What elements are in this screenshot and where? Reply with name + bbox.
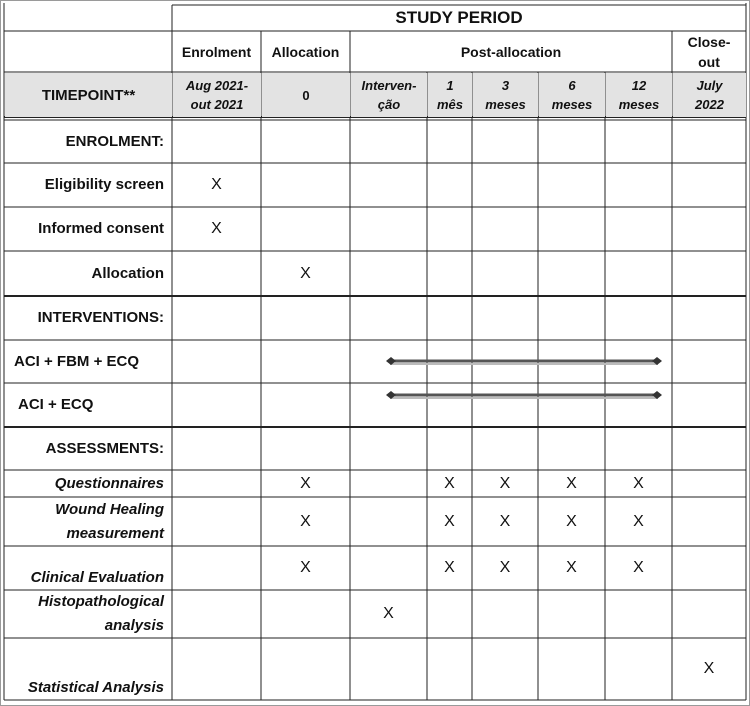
row-informed-consent: Informed consent xyxy=(38,220,164,237)
mark-questionnaires-allocation: X xyxy=(300,474,311,492)
timepoint-12-months: 12 meses xyxy=(606,73,672,117)
mark-wound-allocation: X xyxy=(300,512,311,530)
row-arm-aci-ecq: ACI + ECQ xyxy=(18,396,94,413)
mark-clinical-3m: X xyxy=(499,559,511,576)
timepoint-intervention: Interven-ção xyxy=(351,73,427,117)
mark-statistical-close-out: X xyxy=(703,660,715,677)
timepoint-label: TIMEPOINT** xyxy=(5,73,172,117)
enrolment-header: Enrolment xyxy=(181,43,252,60)
section-interventions-title: INTERVENTIONS: xyxy=(37,309,164,326)
mark-questionnaires-12m: X xyxy=(633,474,644,492)
row-questionnaires: Questionnaires xyxy=(54,474,164,492)
close-out-header: Close-out xyxy=(687,33,731,70)
section-assessments-title: ASSESSMENTS: xyxy=(45,439,164,457)
row-clinical-evaluation: Clinical Evaluation xyxy=(30,569,164,586)
section-enrolment-title: ENROLMENT: xyxy=(65,132,164,150)
mark-wound-12m: X xyxy=(633,512,644,530)
row-allocation: Allocation xyxy=(91,264,164,282)
timepoint-1-month: 1 mês xyxy=(428,73,472,117)
row-eligibility-screen: Eligibility screen xyxy=(44,176,164,193)
timepoint-6-months: 6 meses xyxy=(539,73,605,117)
timepoint-allocation: 0 xyxy=(262,73,350,117)
mark-wound-1m: X xyxy=(444,512,455,530)
allocation-header: Allocation xyxy=(271,43,340,60)
study-period-header: STUDY PERIOD xyxy=(395,8,523,27)
row-arm-aci-fbm-ecq: ACI + FBM + ECQ xyxy=(14,352,140,370)
mark-clinical-6m: X xyxy=(566,559,577,576)
post-allocation-header: Post-allocation xyxy=(460,43,562,60)
row-wound-healing: Wound Healing measurement xyxy=(55,500,164,542)
mark-eligibility-enrolment: X xyxy=(211,176,222,193)
mark-allocation-allocation: X xyxy=(300,264,311,282)
mark-questionnaires-6m: X xyxy=(566,474,577,492)
mark-consent-enrolment: X xyxy=(211,220,222,237)
timepoint-3-months: 3 meses xyxy=(473,73,538,117)
mark-questionnaires-1m: X xyxy=(444,474,455,492)
row-histopathological: Histopathological analysis xyxy=(38,593,164,634)
mark-clinical-allocation: X xyxy=(300,559,311,576)
mark-histo-intervention: X xyxy=(383,605,394,622)
row-statistical-analysis: Statistical Analysis xyxy=(27,679,164,696)
mark-questionnaires-3m: X xyxy=(499,474,511,492)
timepoint-enrolment: Aug 2021-out 2021 xyxy=(173,73,261,117)
mark-wound-6m: X xyxy=(566,512,577,530)
timepoint-close-out: July 2022 xyxy=(673,73,746,117)
mark-clinical-1m: X xyxy=(444,559,455,576)
mark-clinical-12m: X xyxy=(633,559,644,576)
mark-wound-3m: X xyxy=(499,512,511,530)
